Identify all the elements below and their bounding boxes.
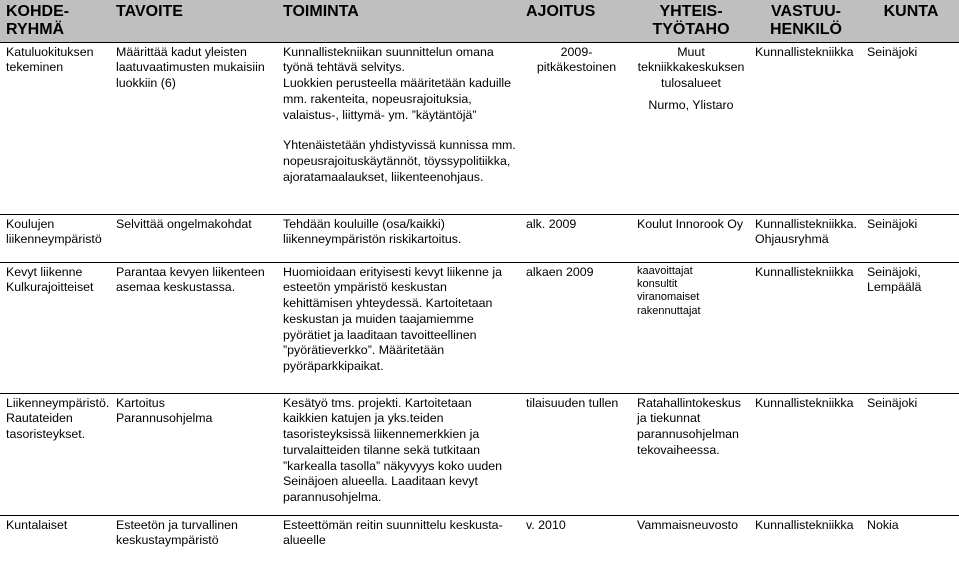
toiminta-paragraph: Luokkien perusteella määritetään kaduille mm. rakenteita, nopeusrajoituksia, valaistus-, liittymä- ym. ”käytäntöjä” [283, 76, 511, 122]
cell-tavoite: Parantaa kevyen liikenteen asemaa keskustassa. [110, 262, 277, 393]
header-yhteistyotaho: YHTEIS- TYÖTAHO [631, 0, 749, 42]
header-row [0, 0, 959, 42]
table-row [0, 393, 959, 515]
cell-yhteistyotaho: Muut tekniikkakeskuksen tulosalueet Nurmo, Ylistaro [631, 42, 749, 214]
cell-toiminta: Huomioidaan erityisesti kevyt liikenne ja esteetön ympäristö keskustan kehittämisen yhteydessä. Kartoitetaan keskustan ja muiden taajamiemme pyörätiet ja laaditaan tavoitteellinen ”pyörätieverkko”. Määritetään pyöräparkkipaikat. [277, 262, 520, 393]
table-row [0, 42, 959, 214]
toiminta-paragraph: Yhtenäistetään yhdistyvissä kunnissa mm. nopeusrajoituskäytännöt, töyssypolitiikka, ajoratamaalaukset, liikenteenohjaus. [283, 138, 516, 185]
header-ajoitus: AJOITUS [520, 0, 631, 42]
cell-vastuuhenkilo: Kunnallistekniikka. Ohjausryhmä [749, 214, 861, 262]
cell-vastuuhenkilo: Kunnallistekniikka [749, 393, 861, 515]
cell-toiminta: Esteettömän reitin suunnittelu keskusta-alueelle [277, 515, 520, 569]
cell-kohderyhma: Liikenneympäristö. Rautateiden tasoristeykset. [0, 393, 110, 515]
header-kohderyhma: KOHDE- RYHMÄ [0, 0, 110, 42]
cell-kunta: Seinäjoki [861, 42, 959, 214]
table-row [0, 214, 959, 262]
cell-tavoite: Kartoitus Parannusohjelma [110, 393, 277, 515]
cell-toiminta: Kesätyö tms. projekti. Kartoitetaan kaikkien katujen ja yks.teiden tasoristeyksissä liikennemerkkien ja turvalaitteiden tilanne sekä tutkitaan ”karkealla tasolla” näkyvyys koko uuden Seinäjoen alueella. Laaditaan kevyt parannusohjelma. [277, 393, 520, 515]
cell-ajoitus: alkaen 2009 [520, 262, 631, 393]
table-row [0, 262, 959, 393]
cell-yhteistyotaho: Vammaisneuvosto [631, 515, 749, 569]
cell-tavoite: Määrittää kadut yleisten laatuvaatimusten mukaisiin luokkiin (6) [110, 42, 277, 214]
cell-vastuuhenkilo: Kunnallistekniikka [749, 42, 861, 214]
cell-toiminta [277, 42, 520, 214]
cell-kunta: Seinäjoki [861, 214, 959, 262]
header-toiminta: TOIMINTA [277, 0, 520, 42]
cell-ajoitus: v. 2010 [520, 515, 631, 569]
cell-yhteistyotaho: Ratahallintokeskus ja tiekunnat parannusohjelman tekovaiheessa. [631, 393, 749, 515]
cell-kohderyhma: Kevyt liikenne Kulkurajoitteiset [0, 262, 110, 393]
header-vastuuhenkilo: VASTUU- HENKILÖ [749, 0, 861, 42]
table-row [0, 515, 959, 569]
cell-ajoitus: 2009-pitkäkestoinen [520, 42, 631, 214]
cell-vastuuhenkilo: Kunnallistekniikka [749, 515, 861, 569]
cell-kunta: Seinäjoki, Lempäälä [861, 262, 959, 393]
header-tavoite: TAVOITE [110, 0, 277, 42]
toiminta-paragraph: Kunnallistekniikan suunnittelun omana työnä tehtävä selvitys. [283, 44, 494, 75]
cell-kunta: Seinäjoki [861, 393, 959, 515]
cell-tavoite: Selvittää ongelmakohdat [110, 214, 277, 262]
cell-ajoitus: alk. 2009 [520, 214, 631, 262]
cell-kunta: Nokia [861, 515, 959, 569]
cell-toiminta: Tehdään kouluille (osa/kaikki) liikenneympäristön riskikartoitus. [277, 214, 520, 262]
cell-ajoitus: tilaisuuden tullen [520, 393, 631, 515]
cell-kohderyhma: Koulujen liikenneympäristö [0, 214, 110, 262]
cell-kohderyhma: Kuntalaiset [0, 515, 110, 569]
cell-vastuuhenkilo: Kunnallistekniikka [749, 262, 861, 393]
cell-tavoite: Esteetön ja turvallinen keskustaympäristö [110, 515, 277, 569]
header-kunta: KUNTA [861, 0, 959, 42]
cell-kohderyhma: Katuluokituksen tekeminen [0, 42, 110, 214]
cell-yhteistyotaho: Koulut Innorook Oy [631, 214, 749, 262]
cell-yhteistyotaho: kaavoittajat konsultit viranomaiset rakennuttajat [631, 262, 749, 393]
